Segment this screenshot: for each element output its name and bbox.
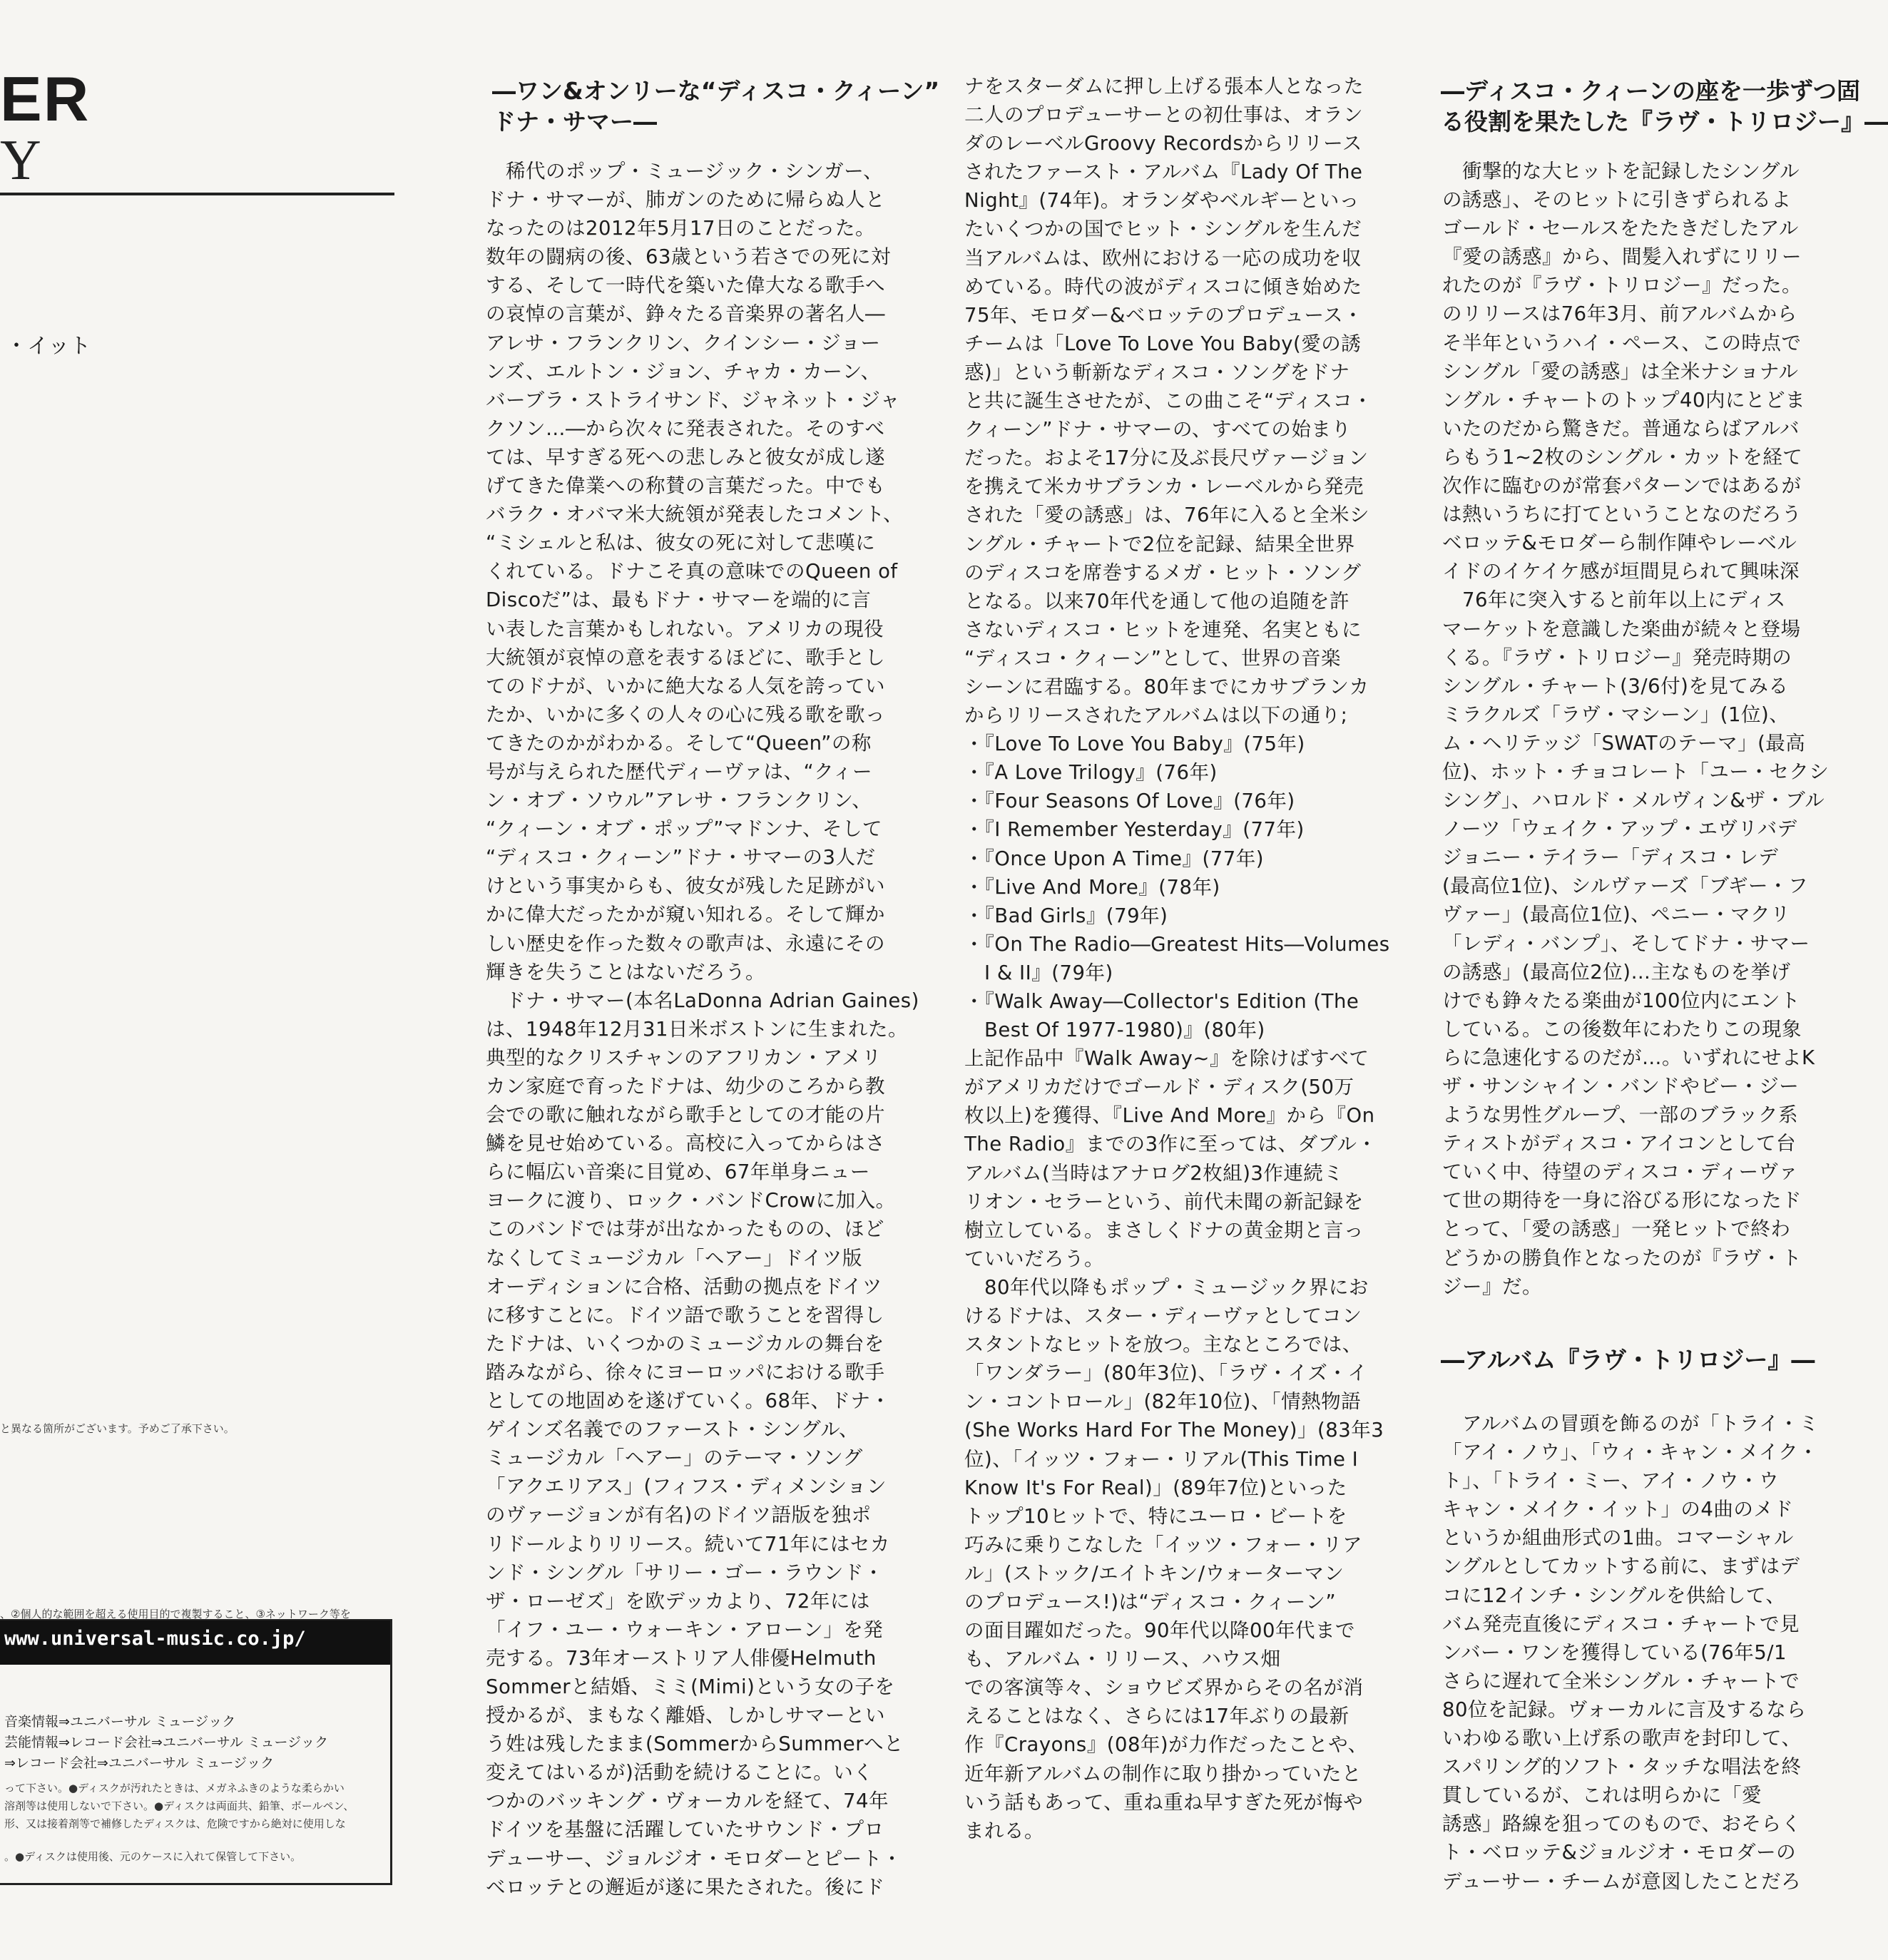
- text-line: ミュージカル「ヘアー」のテーマ・ソング: [486, 1446, 863, 1470]
- text-line: ングルとしてカットする前に、まずはデ: [1442, 1555, 1800, 1578]
- text-line: 誘惑」路線を狙ってのもので、おそらく: [1442, 1812, 1802, 1836]
- text-line: このバンドでは芽が出なかったものの、ほど: [486, 1218, 884, 1241]
- text-line: 典型的なクリスチャンのアフリカン・アメリ: [486, 1046, 882, 1069]
- text-line: アルバム(当時はアナログ2枚組)3作連続ミ: [964, 1161, 1344, 1185]
- text-line: の誘惑」(最高位2位)…主なものを挙げ: [1442, 960, 1791, 984]
- text-line: に移すことに。ドイツ語で歌うことを習得し: [486, 1303, 884, 1327]
- text-line: いう話もあって、重ね重ね早すぎた死が悔や: [964, 1790, 1364, 1814]
- album-heading: ―アルバム『ラヴ・トリロジー』―: [1441, 1346, 1815, 1374]
- text-line: での客演等々、ショウビズ界からその名が消: [964, 1676, 1364, 1700]
- text-line: ト・ベロッテ&ジョルジオ・モロダーの: [1442, 1841, 1797, 1864]
- text-line: えることはなく、さらには17年ぶりの最新: [964, 1705, 1349, 1728]
- text-line: 当アルバムは、欧州における一応の成功を収: [964, 246, 1362, 270]
- text-line: 「イフ・ユー・ウォーキン・アローン」を発: [486, 1618, 884, 1641]
- text-line: ングル・チャートのトップ40内にとどま: [1442, 388, 1805, 412]
- text-line: カン家庭で育ったドナは、幼少のころから教: [486, 1075, 885, 1098]
- text-line: ングル・チャートで2位を記録、結果全世界: [964, 532, 1355, 556]
- text-line: 76年に突入すると前年以上にディス: [1442, 588, 1786, 612]
- text-line: オーディションに合格、活動の拠点をドイツ: [486, 1275, 882, 1298]
- text-line: の面目躍如だった。90年代以降00年代まで: [964, 1619, 1355, 1643]
- text-line: スパリング的ソフト・タッチな唱法を終: [1442, 1755, 1802, 1779]
- text-line: 鱗を見せ始めている。高校に入ってからはさ: [486, 1132, 885, 1155]
- text-line: ・『Once Upon A Time』(77年): [964, 847, 1264, 870]
- text-line: バーブラ・ストライサンド、ジャネット・ジャ: [486, 388, 900, 412]
- column2-body: [964, 72, 1390, 1845]
- text-line: “クィーン・オブ・ポップ”マドンナ、そして: [486, 817, 882, 841]
- text-line: ダのレーベルGroovy Recordsからリリース: [964, 132, 1362, 155]
- text-line: リドールよりリリース。続いて71年にはセカ: [486, 1532, 890, 1556]
- text-line: ていいだろう。: [964, 1247, 1104, 1270]
- text-line: なったのは2012年5月17日のことだった。: [486, 217, 875, 240]
- column3-heading: [1441, 76, 1888, 137]
- text-line: ていく中、待望のディスコ・ディーヴァ: [1442, 1160, 1799, 1184]
- text-line: ジー』だ。: [1442, 1275, 1542, 1298]
- care-lines: [4, 1780, 354, 1833]
- text-line: なくしてミュージカル「ヘアー」ドイツ版: [486, 1246, 862, 1270]
- notice-middle: 、②個人的な範囲を超える使用目的で複製すること、③ネットワーク等を: [0, 1608, 351, 1620]
- text-line: された「愛の誘惑」は、76年に入ると全米シ: [964, 504, 1369, 527]
- text-line: アルバムの冒頭を飾るのが「トライ・ミ: [1442, 1412, 1820, 1435]
- text-line: 枚以上)を獲得、『Live And More』から『On: [964, 1104, 1375, 1128]
- url-text: www.universal-music.co.jp/: [4, 1628, 306, 1650]
- text-line: バラク・オバマ米大統領が発表したコメント、: [486, 503, 903, 526]
- text-line: 二人のプロデューサーとの初仕事は、オラン: [964, 103, 1364, 127]
- text-line: 数年の闘病の後、63歳という若さでの死に対: [486, 245, 891, 269]
- text-line: ト」、「トライ・ミー、アイ・ノウ・ウ: [1442, 1469, 1780, 1493]
- text-line: ドイツを基盤に活躍していたサウンド・プロ: [486, 1818, 884, 1842]
- text-line: ては、早すぎる死への悲しみと彼女が成し遂: [486, 445, 885, 469]
- text-line: イドのイケイケ感が垣間見られて興味深: [1442, 560, 1800, 583]
- text-line: いたのだから驚きだ。普通ならばアルバ: [1442, 417, 1800, 440]
- text-line: 「レディ・バンプ」、そしてドナ・サマー: [1442, 931, 1810, 955]
- text-line: たドナは、いくつかのミュージカルの舞台を: [486, 1332, 884, 1355]
- text-line: Sommerと結婚、ミミ(Mimi)という女の子を: [486, 1675, 895, 1698]
- text-line: シーンに君臨する。80年までにカサブランカ: [964, 675, 1369, 698]
- text-line: I & II』(79年): [964, 961, 1113, 984]
- info-line: 音楽情報⇒ユニバーサル ミュージック: [4, 1714, 236, 1730]
- title-rule: [0, 193, 394, 195]
- text-line: と共に誕生させたが、この曲こそ“ディスコ・: [964, 389, 1373, 413]
- info-lines: [4, 1712, 328, 1774]
- text-line: Best Of 1977-1980)』(80年): [964, 1019, 1265, 1042]
- text-line: 80年代以降もポップ・ミュージック界にお: [964, 1275, 1369, 1299]
- text-line: “ミシェルと私は、彼女の死に対して悲嘆に: [486, 531, 876, 555]
- text-line: ・『Walk Away―Collector's Edition (The: [964, 990, 1359, 1013]
- text-line: ゴールド・セールスをたたきだしたアル: [1442, 217, 1799, 240]
- column1-body: [486, 157, 919, 1902]
- care-line: って下さい。●ディスクが汚れたときは、メガネふきのような柔らかい: [4, 1782, 345, 1795]
- text-line: している。この後数年にわたりこの現象: [1442, 1017, 1802, 1041]
- text-line: (最高位1位)、シルヴァーズ「ブギー・フ: [1442, 874, 1809, 898]
- text-line: 上記作品中『Walk Away~』を除けばすべて: [964, 1047, 1369, 1071]
- text-line: ン・コントロール」(82年10位)、「情熱物語: [964, 1390, 1362, 1414]
- heading-line: ―ワン&オンリーな“ディスコ・クィーン”: [492, 77, 940, 105]
- text-line: ミラクルズ「ラヴ・マシーン」(1位)、: [1442, 703, 1790, 726]
- text-line: いわゆる歌い上げ系の歌声を封印して、: [1442, 1727, 1802, 1750]
- text-line: というか組曲形式の1曲。コマーシャル: [1442, 1526, 1794, 1550]
- text-line: ・『Four Seasons Of Love』(76年): [964, 790, 1295, 813]
- text-line: ・『I Remember Yesterday』(77年): [964, 818, 1305, 842]
- text-line: シング」、ハロルド・メルヴィン&ザ・ブル: [1442, 789, 1825, 812]
- text-line: たいくつかの国でヒット・シングルを生んだ: [964, 218, 1362, 241]
- text-line: ティストがディスコ・アイコンとして台: [1442, 1132, 1797, 1155]
- text-line: 授かるが、まもなく離婚、しかしサマーとい: [486, 1704, 885, 1727]
- text-line: ドナ・サマー(本名LaDonna Adrian Gaines): [486, 989, 919, 1012]
- text-line: 『愛の誘惑』から、間髪入れずにリリー: [1442, 245, 1802, 269]
- text-line: たか、いかに多くの人々の心に残る歌を歌っ: [486, 703, 885, 726]
- text-line: キャン・メイク・イット」の4曲のメド: [1442, 1498, 1794, 1521]
- care-last: 。●ディスクは使用後、元のケースに入れて保管して下さい。: [4, 1850, 302, 1863]
- text-line: 75年、モロダー&ベロッテのプロデュース・: [964, 303, 1364, 327]
- text-line: とって、「愛の誘惑」一発ヒットで終わ: [1442, 1218, 1791, 1241]
- text-line: てきたのかがわかる。そして“Queen”の称: [486, 731, 872, 755]
- text-line: ザ・ローゼズ」を欧デッカより、72年には: [486, 1589, 870, 1613]
- notice-top: と異なる箇所がございます。予めご了承下さい。: [0, 1422, 235, 1435]
- text-line: さないディスコ・ヒットを連発、名実ともに: [964, 618, 1362, 641]
- title-fragment: ER: [0, 63, 91, 134]
- subtitle-fragment: Y: [0, 129, 41, 192]
- text-line: Night』(74年)。オランダやベルギーといっ: [964, 189, 1359, 213]
- text-line: を携えて米カサブランカ・レーベルから発売: [964, 475, 1364, 499]
- text-line: らに幅広い音楽に目覚め、67年単身ニュー: [486, 1160, 870, 1184]
- text-line: てのドナが、いかに絶大なる人気を誇ってい: [486, 674, 885, 698]
- text-line: デューサー・チームが意図したことだろ: [1442, 1869, 1802, 1893]
- text-line: ベロッテとの邂逅が遂に果たされた。後にド: [486, 1875, 885, 1899]
- text-line: The Radio』までの3作に至っては、ダブル・: [964, 1133, 1377, 1156]
- text-line: Discoだ”は、最もドナ・サマーを端的に言: [486, 588, 872, 612]
- care-line: 形、又は接着剤等で補修したディスクは、危険ですから絶対に使用しな: [4, 1817, 346, 1830]
- text-line: は、1948年12月31日米ボストンに生まれた。: [486, 1017, 908, 1041]
- text-line: う姓は残したまま(SommerからSummerへと: [486, 1732, 904, 1756]
- text-line: ザ・サンシャイン・バンドやビー・ジー: [1442, 1075, 1800, 1098]
- text-line: そ半年というハイ・ペース、この時点で: [1442, 331, 1802, 354]
- text-line: 「アクエリアス」(フィフス・ディメンション: [486, 1475, 887, 1499]
- text-line: しい歴史を作った数々の歌声は、永遠にその: [486, 931, 885, 955]
- text-line: ・『Bad Girls』(79年): [964, 904, 1168, 927]
- care-line: 溶剤等は使用しないで下さい。●ディスクは両面共、鉛筆、ボールペン、: [4, 1800, 354, 1812]
- text-line: ヴァー」(最高位1位)、ペニー・マクリ: [1442, 903, 1791, 927]
- text-line: ・『Love To Love You Baby』(75年): [964, 733, 1305, 756]
- text-line: つかのバッキング・ヴォーカルを経て、74年: [486, 1790, 889, 1813]
- text-line: ・『Live And More』(78年): [964, 875, 1220, 899]
- text-line: ドナ・サマーが、肺ガンのために帰らぬ人と: [486, 188, 885, 212]
- text-line: する、そして一時代を築いた偉大なる歌手へ: [486, 274, 885, 297]
- text-line: コに12インチ・シングルを供給して、: [1442, 1583, 1786, 1607]
- text-line: クソン…―から次々に発表された。そのすべ: [486, 417, 885, 440]
- text-line: チームは「Love To Love You Baby(愛の誘: [964, 332, 1362, 355]
- text-line: 80位を記録。ヴォーカルに言及するなら: [1442, 1698, 1807, 1721]
- column3-body: [1442, 157, 1829, 1301]
- text-line: アレサ・フランクリン、クインシー・ジョー: [486, 331, 881, 354]
- text-line: ン・オブ・ソウル”アレサ・フランクリン、: [486, 789, 872, 812]
- text-line: ゲインズ名義でのファースト・シングル、: [486, 1418, 859, 1441]
- info-line: 芸能情報⇒レコード会社⇒ユニバーサル ミュージック: [4, 1735, 329, 1750]
- column1-heading: [492, 76, 939, 137]
- text-line: だった。およそ17分に及ぶ長尺ヴァージョン: [964, 446, 1369, 470]
- text-line: 大統領が哀悼の意を表するほどに、歌手とし: [486, 645, 885, 669]
- text-line: 惑)」という斬新なディスコ・ソングをドナ: [964, 360, 1350, 384]
- text-line: さらに遅れて全米シングル・チャートで: [1442, 1669, 1800, 1693]
- text-line: のプロデュース!)は“ディスコ・クィーン”: [964, 1590, 1337, 1613]
- text-line: 変えてはいるが)活動を続けることに。いく: [486, 1761, 874, 1785]
- side-label: ・イット: [6, 334, 91, 359]
- text-line: かに偉大だったかが窺い知れる。そして輝か: [486, 903, 885, 927]
- text-line: スタントなヒットを放つ。主なところでは、: [964, 1333, 1362, 1357]
- text-line: らに急速化するのだが…。いずれにせよK: [1442, 1046, 1815, 1069]
- text-line: 作『Crayons』(08年)が力作だったことや、: [964, 1733, 1368, 1757]
- text-line: 会での歌に触れながら歌手としての才能の片: [486, 1103, 885, 1127]
- text-line: くる。『ラヴ・トリロジー』発売時期の: [1442, 645, 1792, 669]
- text-line: 号が与えられた歴代ディーヴァは、“クィー: [486, 760, 873, 783]
- text-line: 位)、ホット・チョコレート「ユー・セクシ: [1442, 760, 1830, 783]
- text-line: ノーツ「ウェイク・アップ・エヴリバデ: [1442, 817, 1797, 841]
- text-line: くれている。ドナこそ真の意味でのQueen of: [486, 560, 898, 583]
- text-line: シングル「愛の誘惑」は全米ナショナル: [1442, 359, 1799, 383]
- text-line: れたのが『ラヴ・トリロジー』だった。: [1442, 274, 1802, 297]
- column3-body-2: [1442, 1409, 1819, 1896]
- text-line: ジョニー・テイラー「ディスコ・レデ: [1442, 846, 1779, 869]
- text-line: らもう1~2枚のシングル・カットを経て: [1442, 445, 1803, 469]
- text-line: 輝きを失うことはないだろう。: [486, 960, 765, 984]
- text-line: マーケットを意識した楽曲が続々と登場: [1442, 617, 1801, 640]
- text-line: まれる。: [964, 1819, 1044, 1842]
- text-line: けるドナは、スター・ディーヴァとしてコン: [964, 1305, 1362, 1328]
- text-line: も、アルバム・リリース、ハウス畑: [964, 1648, 1281, 1671]
- info-line: ⇒レコード会社⇒ユニバーサル ミュージック: [4, 1755, 275, 1771]
- text-line: 位)、「イッツ・フォー・リアル(This Time I: [964, 1447, 1359, 1471]
- text-line: 「ワンダラー」(80年3位)、「ラヴ・イズ・イ: [964, 1362, 1368, 1385]
- heading-line: る役割を果たした『ラヴ・トリロジー』―: [1441, 108, 1888, 136]
- text-line: ナをスターダムに押し上げる張本人となった: [964, 75, 1364, 98]
- text-line: の誘惑」、そのヒットに引きずられるよ: [1442, 188, 1792, 212]
- text-line: としての地固めを遂げていく。68年、ドナ・: [486, 1389, 891, 1413]
- text-line: “ディスコ・クィーン”として、世界の音楽: [964, 646, 1341, 670]
- text-line: ベロッテ&モロダーら制作陣やレーベル: [1442, 531, 1797, 555]
- heading-line: ―ディスコ・クィーンの座を一歩ずつ固: [1441, 77, 1861, 105]
- text-line: げてきた偉業への称賛の言葉だった。中でも: [486, 474, 885, 498]
- text-line: からリリースされたアルバムは以下の通り;: [964, 704, 1348, 728]
- text-line: 「アイ・ノウ」、「ウィ・キャン・メイク・: [1442, 1441, 1819, 1464]
- text-line: 次作に臨むのが常套パターンではあるが: [1442, 474, 1802, 498]
- text-line: 踏みながら、徐々にヨーロッパにおける歌手: [486, 1360, 885, 1384]
- text-line: て世の期待を一身に浴びる形になったド: [1442, 1189, 1802, 1213]
- text-line: どうかの勝負作となったのが『ラヴ・ト: [1442, 1246, 1802, 1270]
- text-line: バム発売直後にディスコ・チャートで見: [1442, 1612, 1800, 1635]
- text-line: シングル・チャート(3/6付)を見てみる: [1442, 674, 1789, 698]
- text-line: (She Works Hard For The Money)」(83年3: [964, 1419, 1384, 1442]
- text-line: の哀悼の言葉が、錚々たる音楽界の著名人―: [486, 302, 885, 326]
- text-line: ヨークに渡り、ロック・バンドCrowに加入。: [486, 1189, 896, 1213]
- text-line: トップ10ヒットで、特にユーロ・ビートを: [964, 1504, 1347, 1528]
- text-line: のヴァージョンが有名)のドイツ語版を独ポ: [486, 1504, 872, 1527]
- text-line: けという事実からも、彼女が残した足跡がい: [486, 874, 885, 898]
- text-line: 巧みに乗りこなした「イッツ・フォー・リア: [964, 1533, 1363, 1556]
- text-line: は熱いうちに打てということなのだろう: [1442, 503, 1802, 526]
- text-line: 売する。73年オーストリア人俳優Helmuth: [486, 1646, 877, 1670]
- text-line: ・『A Love Trilogy』(76年): [964, 761, 1218, 785]
- text-line: ・『On The Radio―Greatest Hits―Volumes: [964, 932, 1390, 956]
- text-line: ンズ、エルトン・ジョン、チャカ・カーン、: [486, 359, 881, 383]
- text-line: ム・ヘリテッジ「SWATのテーマ」(最高: [1442, 731, 1806, 755]
- heading-line: ドナ・サマー―: [492, 108, 657, 136]
- text-line: ンバー・ワンを獲得している(76年5/1: [1442, 1640, 1787, 1664]
- text-line: けでも錚々たる楽曲が100位内にエント: [1442, 989, 1800, 1012]
- text-line: 貫しているが、これは明らかに「愛: [1442, 1784, 1762, 1807]
- text-line: い表した言葉かもしれない。アメリカの現役: [486, 617, 884, 640]
- text-line: 近年新アルバムの制作に取り掛かっていたと: [964, 1762, 1362, 1785]
- text-line: 衝撃的な大ヒットを記録したシングル: [1442, 160, 1800, 183]
- text-line: クィーン”ドナ・サマーの、すべての始まり: [964, 418, 1352, 441]
- text-line: ンド・シングル「サリー・ゴー・ラウンド・: [486, 1561, 884, 1584]
- text-line: のリリースは76年3月、前アルバムから: [1442, 302, 1797, 326]
- text-line: されたファースト・アルバム『Lady Of The: [964, 160, 1363, 184]
- text-line: Know It's For Real)」(89年7位)といった: [964, 1476, 1347, 1499]
- text-line: めている。時代の波がディスコに傾き始めた: [964, 275, 1362, 298]
- text-line: ル」(ストック/エイトキン/ウォーターマン: [964, 1561, 1344, 1585]
- text-line: ような男性グループ、一部のブラック系: [1442, 1103, 1799, 1127]
- text-line: 稀代のポップ・ミュージック・シンガー、: [486, 160, 884, 183]
- text-line: 樹立している。まさしくドナの黄金期と言っ: [964, 1218, 1364, 1242]
- text-line: リオン・セラーという、前代未聞の新記録を: [964, 1190, 1364, 1213]
- text-line: デューサー、ジョルジオ・モロダーとピート・: [486, 1847, 902, 1870]
- text-line: がアメリカだけでゴールド・ディスク(50万: [964, 1076, 1354, 1099]
- text-line: “ディスコ・クィーン”ドナ・サマーの3人だ: [486, 846, 876, 869]
- text-line: となる。以来70年代を通して他の追随を許: [964, 589, 1349, 613]
- text-line: のディスコを席巻するメガ・ヒット・ソング: [964, 561, 1362, 584]
